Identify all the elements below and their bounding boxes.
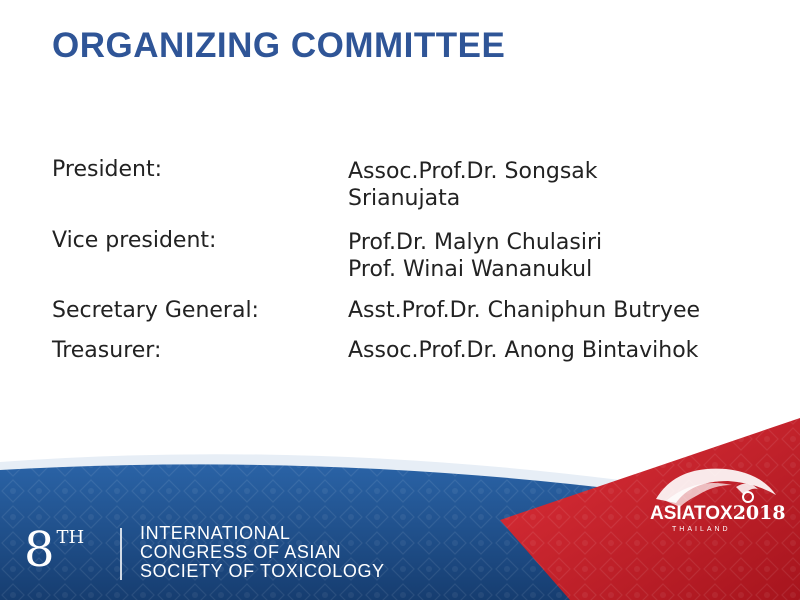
member-names [348,158,598,212]
congress-line: INTERNATIONAL [140,523,291,543]
logo-wordmark [650,502,786,525]
member-names [348,229,602,283]
ordinal-number: 8 [24,522,55,578]
role-label: Vice president: [52,228,217,253]
logo-country: THAILAND [672,526,731,533]
congress-line: SOCIETY OF TOXICOLOGY [140,561,385,581]
edition-ordinal [24,520,85,578]
ordinal-suffix: TH [56,527,85,548]
member-name: Asst.Prof.Dr. Chaniphun Butryee [348,298,701,323]
logo-name: ASIATOX [650,503,733,524]
member-name: Assoc.Prof.Dr. Songsak [348,159,598,184]
member-name: Prof. Winai Wananukul [348,257,593,282]
member-name: Prof.Dr. Malyn Chulasiri [348,230,603,255]
member-name: Srianujata [348,186,461,211]
footer-divider [120,528,122,580]
member-names [348,337,698,364]
role-label: President: [52,157,163,182]
member-names [348,297,700,324]
congress-line: CONGRESS OF ASIAN [140,542,342,562]
role-label: Secretary General: [52,298,259,323]
role-label: Treasurer: [52,338,162,363]
congress-name [140,524,385,581]
logo-year: 2018 [732,502,786,524]
slide-title: ORGANIZING COMMITTEE [52,26,506,65]
member-name: Assoc.Prof.Dr. Anong Bintavihok [348,338,699,363]
